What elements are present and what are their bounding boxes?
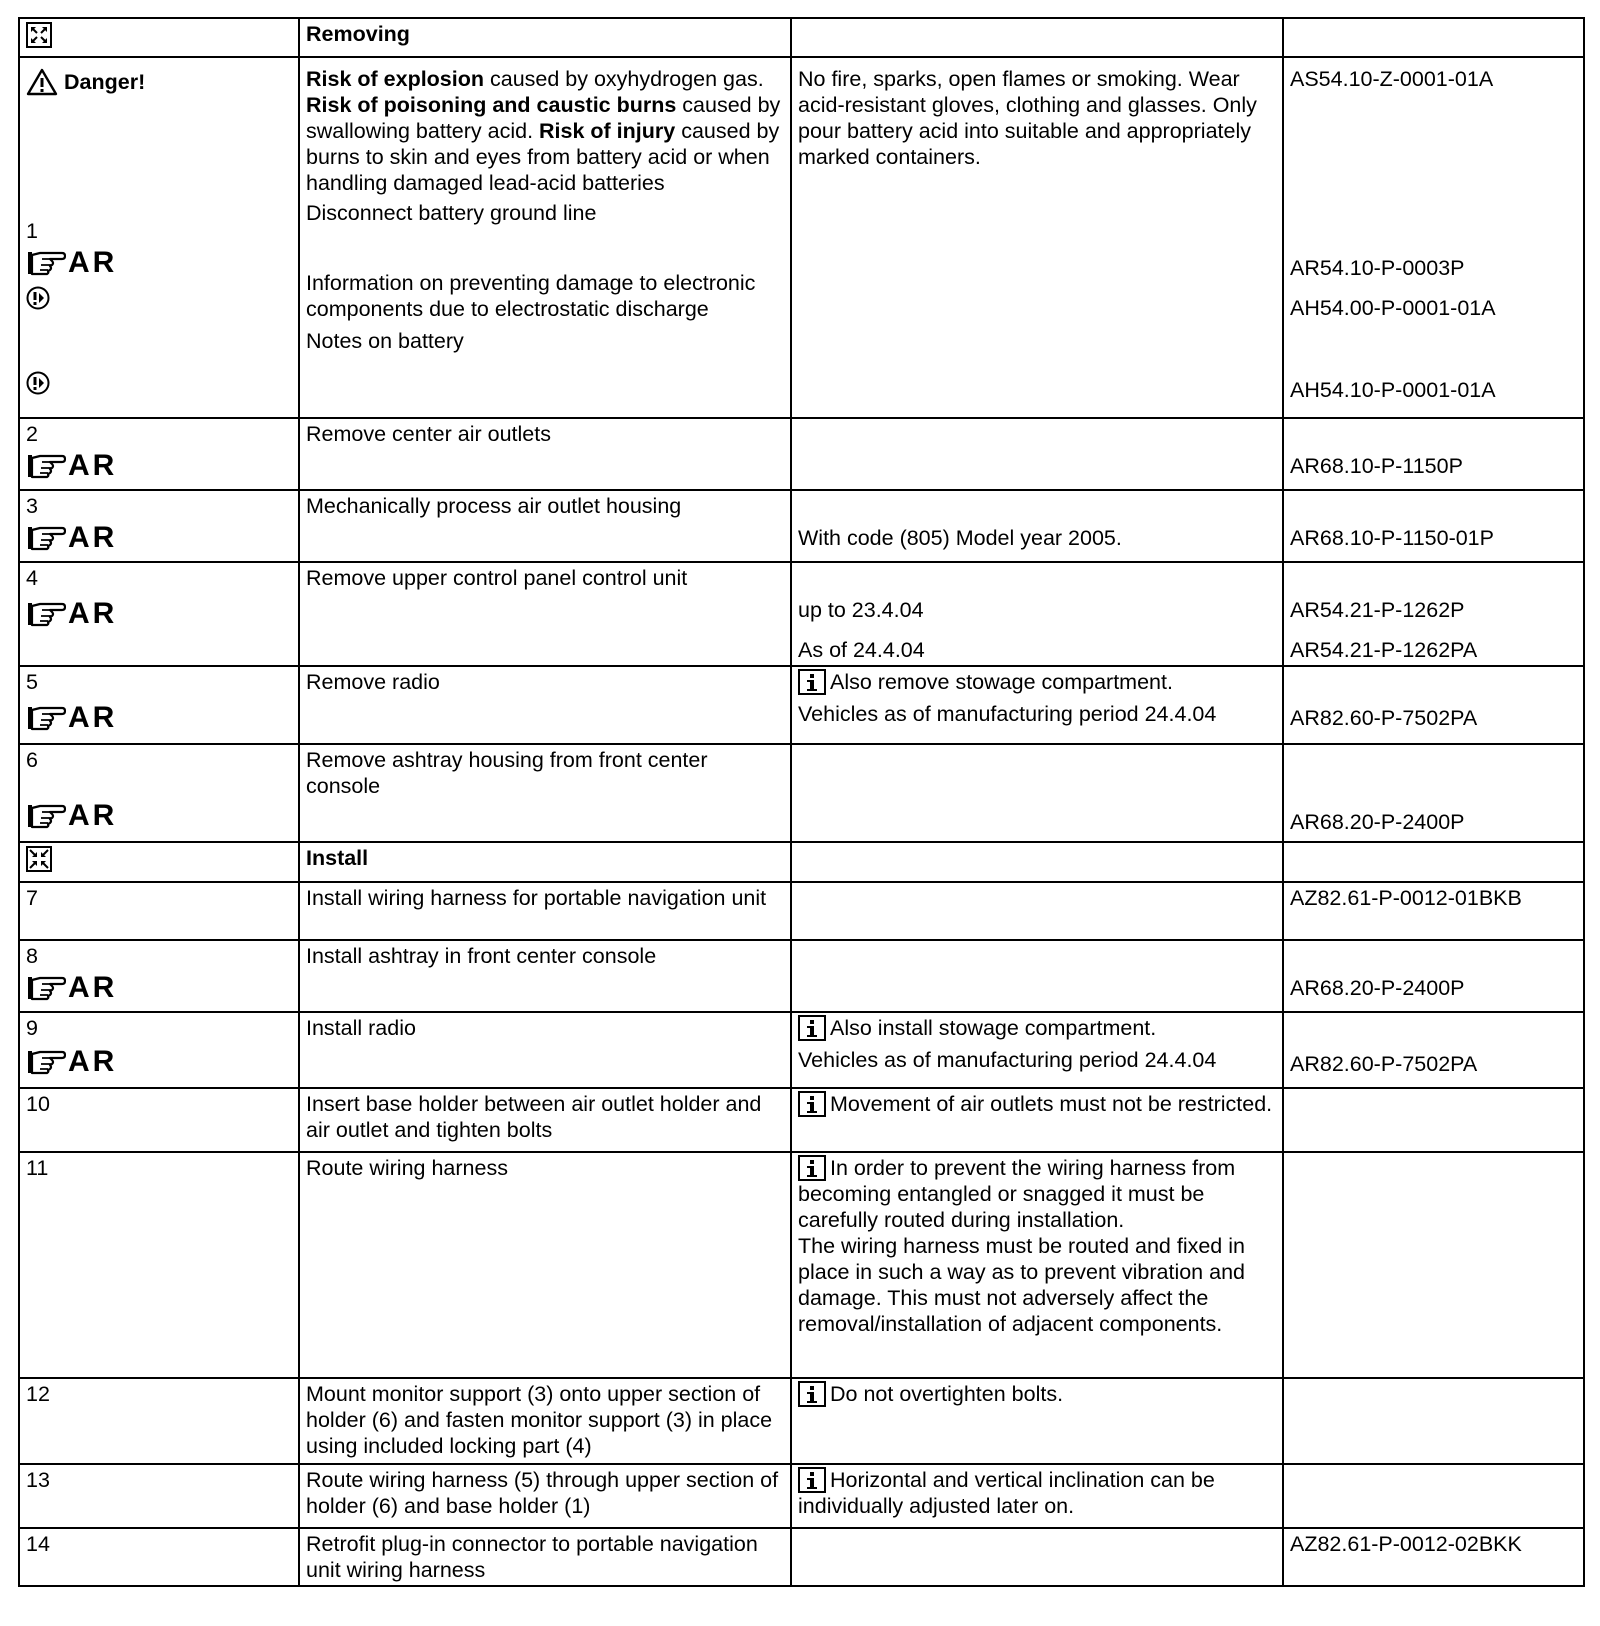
- info-icon: [798, 1467, 826, 1493]
- info-icon: [798, 1015, 826, 1041]
- step-number-14: 14: [19, 1528, 299, 1586]
- pointing-hand-icon: [26, 452, 66, 480]
- step4-ref-b: AR54.21-P-1262PA: [1290, 638, 1478, 662]
- step4-ref-a: AR54.21-P-1262P: [1290, 598, 1465, 622]
- step-number-2: 2: [26, 422, 38, 446]
- danger-precautions: No fire, sparks, open flames or smoking. Wear acid-resistant gloves, clothing and glasses. Only pour battery acid into suitable and appropriately marked containers.: [798, 67, 1257, 169]
- esd-ref: AH54.00-P-0001-01A: [1290, 296, 1496, 320]
- step-number-3: 3: [26, 494, 38, 518]
- section-title-install: Install: [299, 842, 791, 882]
- step5-ref: AR82.60-P-7502PA: [1290, 706, 1478, 730]
- pointing-hand-icon: [26, 802, 66, 830]
- ar-reference-marker: AR: [26, 597, 293, 631]
- step-text-2: Remove center air outlets: [299, 418, 791, 490]
- step3-note: With code (805) Model year 2005.: [798, 526, 1122, 550]
- step-text-5: Remove radio: [299, 666, 791, 744]
- ar-label: AR: [68, 246, 118, 279]
- step5-note: Vehicles as of manufacturing period 24.4.04: [798, 702, 1217, 726]
- step-row-8: [19, 940, 1584, 1012]
- step-row-7: [19, 882, 1584, 940]
- step-text-3: Mechanically process air outlet housing: [299, 490, 791, 562]
- step-text-6: Remove ashtray housing from front center console: [299, 744, 791, 842]
- step9-info: Also install stowage compartment.: [830, 1016, 1157, 1040]
- step1-ref: AR54.10-P-0003P: [1290, 256, 1465, 280]
- step-text-11: Route wiring harness: [299, 1152, 791, 1378]
- section-row-removing: [19, 18, 1584, 57]
- step6-ref: AR68.20-P-2400P: [1290, 810, 1465, 834]
- step-text-7: Install wiring harness for portable navigation unit: [299, 882, 791, 940]
- step-number-11: 11: [19, 1152, 299, 1378]
- pointing-hand-icon: [26, 600, 66, 628]
- ar-reference-marker: AR: [26, 971, 293, 1005]
- step-number-5: 5: [26, 670, 38, 694]
- note-esd: Information on preventing damage to electronic components due to electrostatic discharge: [306, 271, 756, 321]
- pointing-hand-icon: [26, 1048, 66, 1076]
- step14-ref: AZ82.61-P-0012-02BKK: [1283, 1528, 1584, 1586]
- ar-reference-marker: AR: [26, 521, 293, 555]
- step-number-13: 13: [19, 1464, 299, 1528]
- step-text-8: Install ashtray in front center console: [299, 940, 791, 1012]
- step-row-6: [19, 744, 1584, 842]
- info-icon: [798, 1381, 826, 1407]
- step11-info: In order to prevent the wiring harness from becoming entangled or snagged it must be carefully routed during installation.: [798, 1156, 1236, 1232]
- step10-info: Movement of air outlets must not be restricted.: [830, 1092, 1273, 1116]
- step-row-12: [19, 1378, 1584, 1464]
- danger-label: Danger!: [64, 70, 146, 94]
- step-row-3: [19, 490, 1584, 562]
- note-info-icon: [26, 371, 50, 395]
- step8-ref: AR68.20-P-2400P: [1290, 976, 1465, 1000]
- step-number-10: 10: [19, 1088, 299, 1152]
- ar-reference-marker: AR: [26, 449, 293, 483]
- pointing-hand-icon: [26, 249, 66, 277]
- step12-info: Do not overtighten bolts.: [830, 1382, 1064, 1406]
- step3-ref: AR68.10-P-1150-01P: [1290, 526, 1494, 550]
- step-number-4: 4: [26, 566, 38, 590]
- step9-ref: AR82.60-P-7502PA: [1290, 1052, 1478, 1076]
- ar-reference-marker: AR: [26, 1045, 293, 1079]
- step-text-10: Insert base holder between air outlet holder and air outlet and tighten bolts: [299, 1088, 791, 1152]
- step-text-14: Retrofit plug-in connector to portable navigation unit wiring harness: [299, 1528, 791, 1586]
- step-row-13: [19, 1464, 1584, 1528]
- info-icon: [798, 1091, 826, 1117]
- warning-triangle-icon: [26, 68, 58, 96]
- step4-note-as-of: As of 24.4.04: [798, 638, 925, 662]
- step-text-4: Remove upper control panel control unit: [299, 562, 791, 666]
- ar-reference-marker: AR: [26, 799, 293, 833]
- pointing-hand-icon: [26, 974, 66, 1002]
- battery-notes-ref: AH54.10-P-0001-01A: [1290, 378, 1496, 402]
- work-instruction-table: [18, 17, 1585, 1587]
- step13-info: Horizontal and vertical inclination can be individually adjusted later on.: [798, 1468, 1215, 1518]
- info-icon: [798, 669, 826, 695]
- step-row-9: [19, 1012, 1584, 1088]
- step-text-12: Mount monitor support (3) onto upper section of holder (6) and fasten monitor support (3) in place using included locking part (4): [299, 1378, 791, 1464]
- step-text-1: Disconnect battery ground line: [306, 201, 597, 225]
- step-number-7: 7: [19, 882, 299, 940]
- step-row-10: [19, 1088, 1584, 1152]
- step4-note-up-to: up to 23.4.04: [798, 598, 924, 622]
- danger-ref: AS54.10-Z-0001-01A: [1290, 67, 1494, 91]
- step2-ref: AR68.10-P-1150P: [1290, 454, 1463, 478]
- step9-note: Vehicles as of manufacturing period 24.4.04: [798, 1048, 1217, 1072]
- note-info-icon: [26, 286, 50, 310]
- assembly-view-icon: [26, 846, 52, 872]
- step-text-9: Install radio: [299, 1012, 791, 1088]
- step-number-1: 1: [26, 219, 38, 243]
- section-title-removing: Removing: [299, 18, 791, 57]
- danger-description: Risk of explosion caused by oxyhydrogen gas. Risk of poisoning and caustic burns caused by swallowing battery acid. Risk of injury caused by burns to skin and eyes from battery acid or when handling damaged lead-acid batteries: [306, 67, 781, 195]
- note-battery: Notes on battery: [306, 329, 464, 353]
- step-text-13: Route wiring harness (5) through upper section of holder (6) and base holder (1): [299, 1464, 791, 1528]
- step-row-5: [19, 666, 1584, 744]
- exploded-view-icon: [26, 22, 52, 48]
- step5-info: Also remove stowage compartment.: [830, 670, 1173, 694]
- pointing-hand-icon: [26, 524, 66, 552]
- ar-reference-marker: AR: [26, 701, 293, 735]
- step-row-2: [19, 418, 1584, 490]
- step-row-4: [19, 562, 1584, 666]
- step-row-11: [19, 1152, 1584, 1378]
- step-number-9: 9: [26, 1016, 38, 1040]
- danger-label-group: [26, 68, 145, 96]
- ar-reference-marker: [26, 246, 293, 280]
- step-number-12: 12: [19, 1378, 299, 1464]
- step11-info-2: The wiring harness must be routed and fixed in place in such a way as to prevent vibration and damage. This must not adversely affect the removal/installation of adjacent components.: [798, 1234, 1245, 1336]
- step-number-8: 8: [26, 944, 38, 968]
- step-row-14: [19, 1528, 1584, 1586]
- danger-step1-row: [19, 57, 1584, 418]
- pointing-hand-icon: [26, 704, 66, 732]
- step-number-6: 6: [26, 748, 38, 772]
- section-row-install: [19, 842, 1584, 882]
- info-icon: [798, 1155, 826, 1181]
- step7-ref: AZ82.61-P-0012-01BKB: [1283, 882, 1584, 940]
